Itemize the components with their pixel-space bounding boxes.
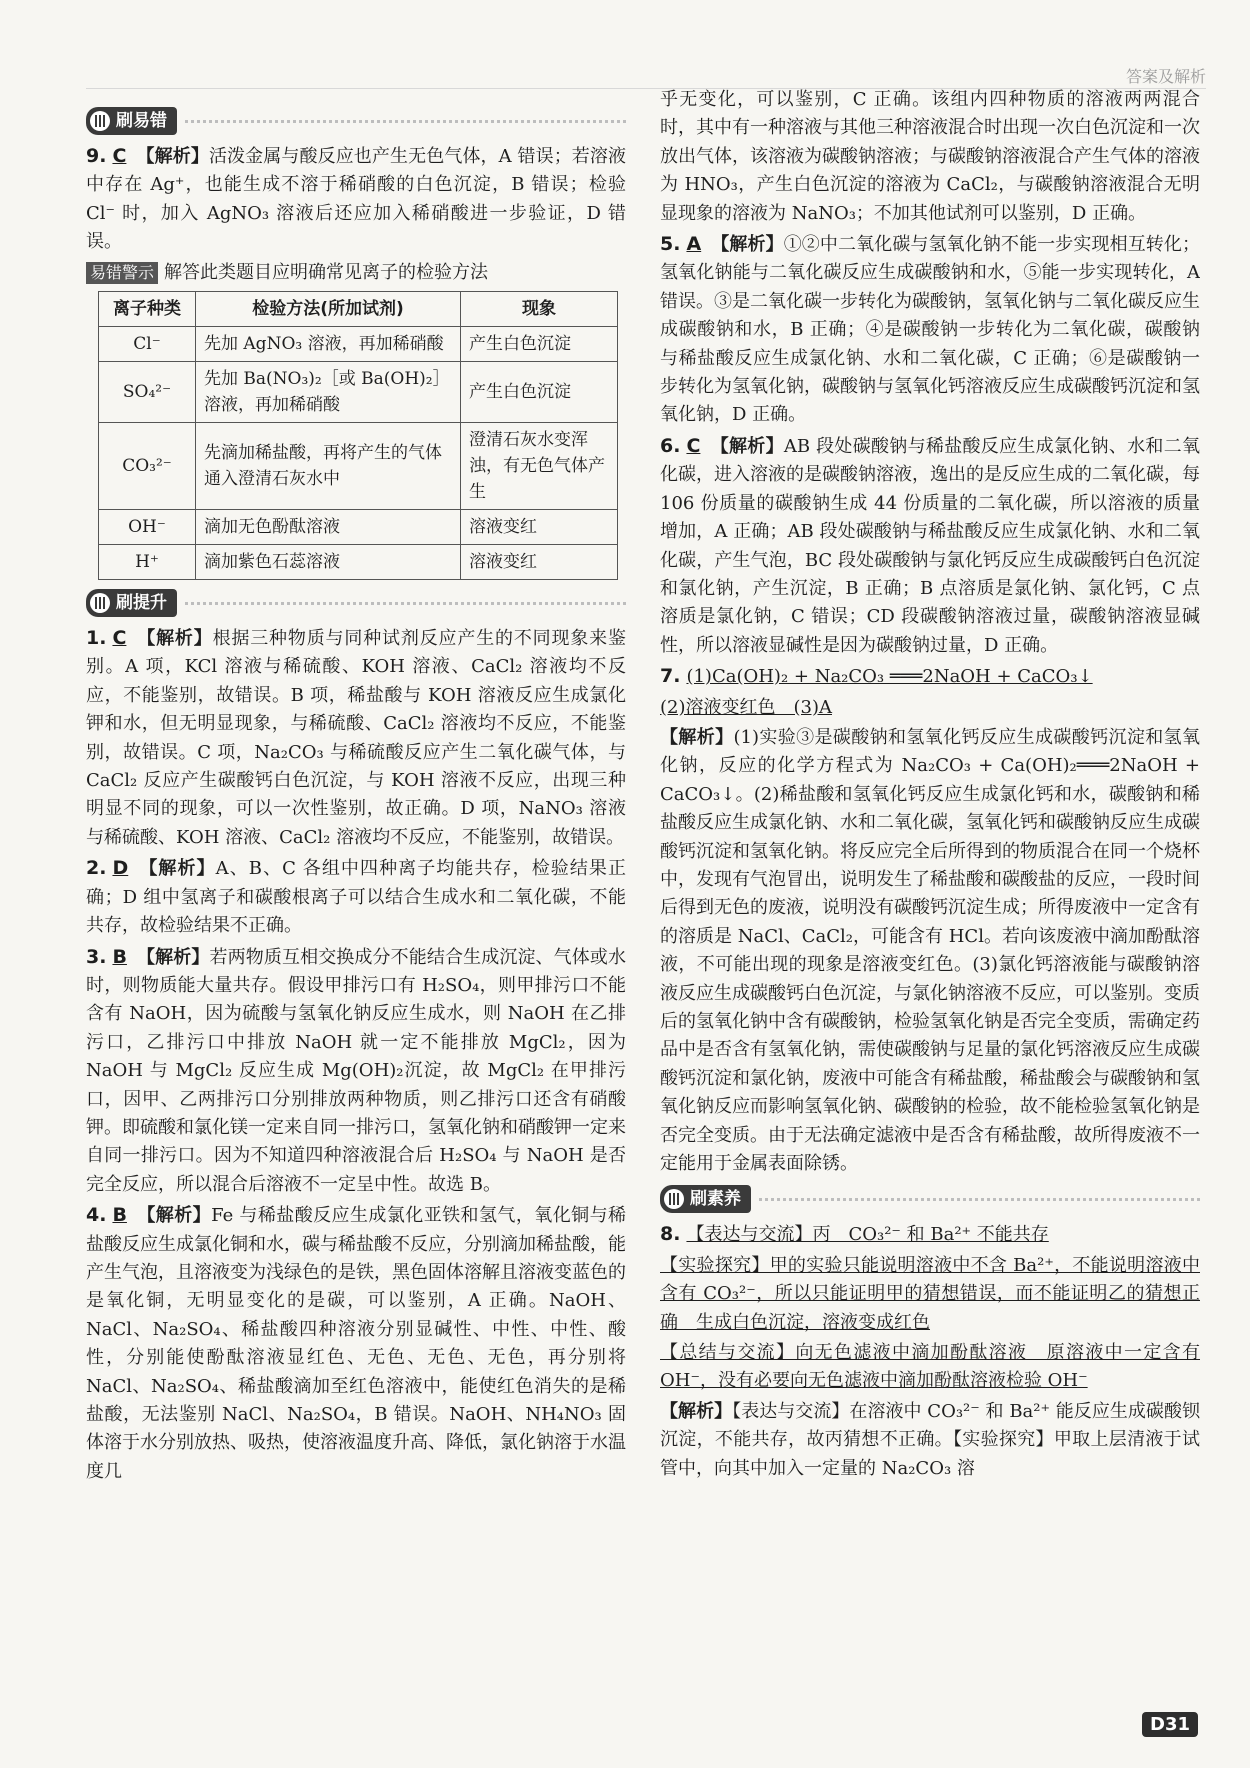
question-number: 8. <box>660 1223 681 1246</box>
table-cell: 先加 Ba(NO₃)₂［或 Ba(OH)₂］溶液，再加稀硝酸 <box>196 362 461 423</box>
section-literacy-head <box>660 1184 1200 1214</box>
table-cell: 滴加紫色石蕊溶液 <box>196 545 461 580</box>
analysis-tag: 【解析】 <box>710 435 784 457</box>
table-cell: 产生白色沉淀 <box>461 327 618 362</box>
table-cell: 溶液变红 <box>461 545 618 580</box>
analysis-text: Fe 与稀盐酸反应生成氯化亚铁和氢气，氧化铜与稀盐酸反应生成氯化铜和水，碳与稀盐酸不反应，分别滴加稀盐酸，能产生气泡，且溶液变为浅绿色的是铁，黑色固体溶解且溶液变蓝色的是氧化铜，无明显变化的是碳，可以鉴别，A 正确。NaOH、NaCl、Na₂SO₄、稀盐酸四种溶液分别显碱性、中性、中性、酸性，分别能使酚酞溶液显红色、无色、无色、无色，再分别将 NaCl、Na₂SO₄、稀盐酸滴加至红色溶液中，能使红色消失的是稀盐酸，无法鉴别 NaCl、Na₂SO₄，B 错误。NaOH、NH₄NO₃ 固体溶于水分别放热、吸热，使溶液温度升高、降低，氯化钠溶于水温度几 <box>86 1205 626 1482</box>
table-cell: CO₃²⁻ <box>99 423 196 510</box>
brush-icon <box>90 593 110 613</box>
table-row <box>99 423 618 510</box>
brush-icon <box>664 1189 684 1209</box>
section-badge <box>86 107 177 135</box>
section-badge <box>660 1185 751 1213</box>
table-cell: 滴加无色酚酞溶液 <box>196 510 461 545</box>
brush-icon <box>90 111 110 131</box>
answer-choice: D <box>112 857 129 880</box>
table-cell: SO₄²⁻ <box>99 362 196 423</box>
answer-item-8 <box>660 1220 1200 1249</box>
header-label: 答案及解析 <box>1125 67 1206 86</box>
answer-choice: A <box>686 233 702 256</box>
answer-item-4-continued <box>660 86 1200 228</box>
question-number: 2. <box>86 857 107 880</box>
answer-item-3 <box>86 943 626 1200</box>
analysis-text: 活泼金属与酸反应也产生无色气体，A 错误；若溶液中存在 Ag⁺，也能生成不溶于稀硝酸的白色沉淀，B 错误；检验 Cl⁻ 时，加入 AgNO₃ 溶液后还应加入稀硝酸进一步验证，D 错误。 <box>86 146 626 253</box>
answer-line: (1)Ca(OH)₂ + Na₂CO₃ ═══2NaOH + CaCO₃↓ <box>686 666 1093 688</box>
answer-item-7-analysis <box>660 724 1200 1179</box>
section-title: 刷提升 <box>116 592 167 613</box>
analysis-text-continued: 乎无变化，可以鉴别，C 正确。该组内四种物质的溶液两两混合时，其中有一种溶液与其他三种溶液混合时出现一次白色沉淀和一次放出气体，该溶液为碳酸钠溶液；与碳酸钠溶液混合产生气体的溶液为 HNO₃，产生白色沉淀的溶液为 CaCl₂，与碳酸钠溶液混合无明显现象的溶液为 NaNO₃；不加其他试剂可以鉴别，D 正确。 <box>660 89 1200 224</box>
answer-item-6 <box>660 432 1200 660</box>
answer-choice: C <box>112 627 127 650</box>
analysis-tag: 【解析】 <box>136 628 213 650</box>
section-title: 刷素养 <box>690 1189 741 1210</box>
dotted-divider <box>185 120 626 123</box>
table-row <box>99 362 618 423</box>
table-cell: 先加 AgNO₃ 溶液，再加稀硝酸 <box>196 327 461 362</box>
page-number: D31 <box>1142 1712 1198 1737</box>
question-number: 3. <box>86 945 107 968</box>
answer-line: (2)溶液变红色 (3)A <box>660 696 832 718</box>
answer-item-8-line3 <box>660 1339 1200 1396</box>
dotted-divider <box>759 1198 1200 1201</box>
analysis-text: ①②中二氧化碳与氢氧化钠不能一步实现相互转化；氢氧化钠能与二氧化碳反应生成碳酸钠和水，⑤能一步实现转化，A 错误。③是二氧化碳一步转化为碳酸钠，氢氧化钠与二氧化碳反应生成碳酸钠和水，B 正确；④是碳酸钠一步转化为二氧化碳，碳酸钠与稀盐酸反应生成氯化钠、水和二氧化碳，C 正确；⑥是碳酸钠一步转化为氢氧化钠，碳酸钠与氢氧化钙溶液反应生成碳酸钙沉淀和氢氧化钠，D 正确。 <box>660 234 1200 426</box>
analysis-tag: 【解析】 <box>660 726 734 748</box>
warning-note <box>86 259 626 287</box>
answer-choice: C <box>686 434 701 457</box>
analysis-text: (1)实验③是碳酸钠和氢氧化钙反应生成碳酸钙沉淀和氢氧化钠，反应的化学方程式为 Na₂CO₃ + Ca(OH)₂═══2NaOH + CaCO₃↓。(2)稀盐酸和氢氧化钙反应生成氯化钙和水，碳酸钠和稀盐酸反应生成氯化钠、水和二氧化碳，氢氧化钙和碳酸钠反应生成碳酸钙沉淀和氢氧化钠。将反应完全后所得到的物质混合在同一个烧杯中，发现有气泡冒出，说明发生了稀盐酸和碳酸盐的反应，一段时间后得到无色的废液，说明没有碳酸钙沉淀生成；所得废液中一定含有的溶质是 NaCl、CaCl₂，可能含有 HCl。若向该废液中滴加酚酞溶液，不可能出现的现象是溶液变红色。(3)氯化钙溶液能与碳酸钠溶液反应生成碳酸钙白色沉淀，与氯化钠溶液不反应，可以鉴别。变质后的氢氧化钠中含有碳酸钠，检验氢氧化钠是否完全变质，需确定药品中是否含有氢氧化钠，需使碳酸钠与足量的氯化钙溶液反应生成碳酸钙沉淀和氯化钠，废液中可能含有稀盐酸，稀盐酸会与碳酸钠和氢氧化钠反应而影响氢氧化钠、碳酸钠的检验，故不能检验氢氧化钠是否完全变质。由于无法确定滤液中是否含有稀盐酸，故所得废液不一定能用于金属表面除锈。 <box>660 726 1200 1175</box>
answer-item-4 <box>86 1201 626 1486</box>
answer-choice: B <box>112 945 127 968</box>
analysis-tag: 【解析】 <box>138 858 216 880</box>
question-number: 5. <box>660 233 681 256</box>
answer-line: 【实验探究】甲的实验只能说明溶液中不含 Ba²⁺，不能说明溶液中含有 CO₃²⁻，所以只能证明甲的猜想错误，而不能证明乙的猜想正确 生成白色沉淀，溶液变成红色 <box>660 1254 1200 1333</box>
answer-choice: C <box>112 145 127 167</box>
right-column <box>660 86 1200 1706</box>
table-cell: 澄清石灰水变浑浊，有无色气体产生 <box>461 423 618 510</box>
answer-item-5 <box>660 230 1200 430</box>
section-badge <box>86 589 177 617</box>
table-cell: H⁺ <box>99 545 196 580</box>
ion-test-table <box>98 291 618 580</box>
table-row <box>99 545 618 580</box>
section-improve-head <box>86 588 626 618</box>
section-error-head <box>86 106 626 136</box>
answer-item-8-analysis <box>660 1398 1200 1483</box>
analysis-text: AB 段处碳酸钠与稀盐酸反应生成氯化钠、水和二氧化碳，进入溶液的是碳酸钠溶液，逸出的是反应生成的二氧化碳，每 106 份质量的碳酸钠生成 44 份质量的二氧化碳，所以溶液的质量增加，A 正确；AB 段处碳酸钠与稀盐酸反应生成氯化钠、水和二氧化碳，产生气泡，BC 段处碳酸钠与氯化钙反应生成碳酸钙白色沉淀和氯化钠，产生沉淀，B 正确；B 点溶质是氯化钠、氯化钙，C 点溶质是氯化钠，C 错误；CD 段碳酸钠溶液过量，碳酸钠溶液显碱性，所以溶液显碱性是因为碳酸钠过量，D 正确。 <box>660 435 1200 656</box>
question-number: 1. <box>86 627 107 650</box>
analysis-text: 根据三种物质与同种试剂反应产生的不同现象来鉴别。A 项，KCl 溶液与稀硫酸、KOH 溶液、CaCl₂ 溶液均不反应，不能鉴别，故错误。B 项，稀盐酸与 KOH 溶液反应生成氯化钾和水，但无明显现象，与稀硫酸、CaCl₂ 溶液均不反应，不能鉴别，故错误。C 项，Na₂CO₃ 与稀硫酸反应产生二氧化碳气体，与 CaCl₂ 反应产生碳酸钙白色沉淀，与 KOH 溶液不反应，出现三种明显不同的现象，可以一次性鉴别，故正确。D 项，NaNO₃ 溶液与稀硫酸、KOH 溶液、CaCl₂ 溶液均不反应，不能鉴别，故错误。 <box>86 628 626 848</box>
table-row <box>99 327 618 362</box>
table-header: 现象 <box>461 292 618 327</box>
table-cell: 产生白色沉淀 <box>461 362 618 423</box>
question-number: 7. <box>660 665 681 688</box>
answer-choice: B <box>112 1204 127 1227</box>
table-header: 离子种类 <box>99 292 196 327</box>
answer-item-7 <box>660 662 1200 691</box>
analysis-tag: 【解析】 <box>660 1400 733 1422</box>
question-number: 4. <box>86 1204 107 1227</box>
analysis-text: 【表达与交流】在溶液中 CO₃²⁻ 和 Ba²⁺ 能反应生成碳酸钡沉淀，不能共存，故丙猜想不正确。【实验探究】甲取上层清液于试管中，向其中加入一定量的 Na₂CO₃ 溶 <box>660 1400 1200 1479</box>
question-number: 9. <box>86 145 107 167</box>
section-title: 刷易错 <box>116 110 167 131</box>
analysis-text: A、B、C 各组中四种离子均能共存，检验结果正确；D 组中氢离子和碳酸根离子可以结合生成水和二氧化碳，不能共存，故检验结果不正确。 <box>86 858 626 937</box>
left-column <box>86 100 626 1700</box>
warning-tag: 易错警示 <box>86 262 158 284</box>
table-cell: Cl⁻ <box>99 327 196 362</box>
answer-item-1 <box>86 624 626 852</box>
table-cell: 溶液变红 <box>461 510 618 545</box>
analysis-text: 若两物质互相交换成分不能结合生成沉淀、气体或水时，则物质能大量共存。假设甲排污口有 H₂SO₄，则甲排污口不能含有 NaOH，因为硫酸与氢氧化钠反应生成水，则 NaOH 在乙排污口，乙排污口中排放 NaOH 就一定不能排放 MgCl₂，因为 NaOH 与 MgCl₂ 反应生成 Mg(OH)₂沉淀，故 MgCl₂ 在甲排污口，因甲、乙两排污口分别排放两种物质，则乙排污口还含有硝酸钾。即硫酸和氯化镁一定来自同一排污口，氢氧化钠和硝酸钾一定来自同一排污口。因为不知道四种溶液混合后 H₂SO₄ 与 NaOH 是否完全反应，所以混合后溶液不一定呈中性。故选 B。 <box>86 946 626 1195</box>
answer-item-2 <box>86 854 626 940</box>
warning-text: 解答此类题目应明确常见离子的检验方法 <box>164 261 489 283</box>
question-number: 6. <box>660 434 681 457</box>
table-cell: OH⁻ <box>99 510 196 545</box>
answer-item-9 <box>86 142 626 257</box>
table-row <box>99 510 618 545</box>
answer-item-7-line2 <box>660 694 1200 722</box>
analysis-tag: 【解析】 <box>136 946 210 968</box>
table-header-row <box>99 292 618 327</box>
answer-item-8-line2 <box>660 1252 1200 1337</box>
analysis-tag: 【解析】 <box>136 146 209 167</box>
table-cell: 先滴加稀盐酸，再将产生的气体通入澄清石灰水中 <box>196 423 461 510</box>
table-header: 检验方法(所加试剂) <box>196 292 461 327</box>
analysis-tag: 【解析】 <box>136 1205 212 1227</box>
dotted-divider <box>185 602 626 605</box>
analysis-tag: 【解析】 <box>711 234 784 256</box>
answer-line: 【表达与交流】丙 CO₃²⁻ 和 Ba²⁺ 不能共存 <box>686 1224 1049 1246</box>
answer-line: 【总结与交流】向无色滤液中滴加酚酞溶液 原溶液中一定含有 OH⁻，没有必要向无色滤液中滴加酚酞溶液检验 OH⁻ <box>660 1342 1200 1392</box>
